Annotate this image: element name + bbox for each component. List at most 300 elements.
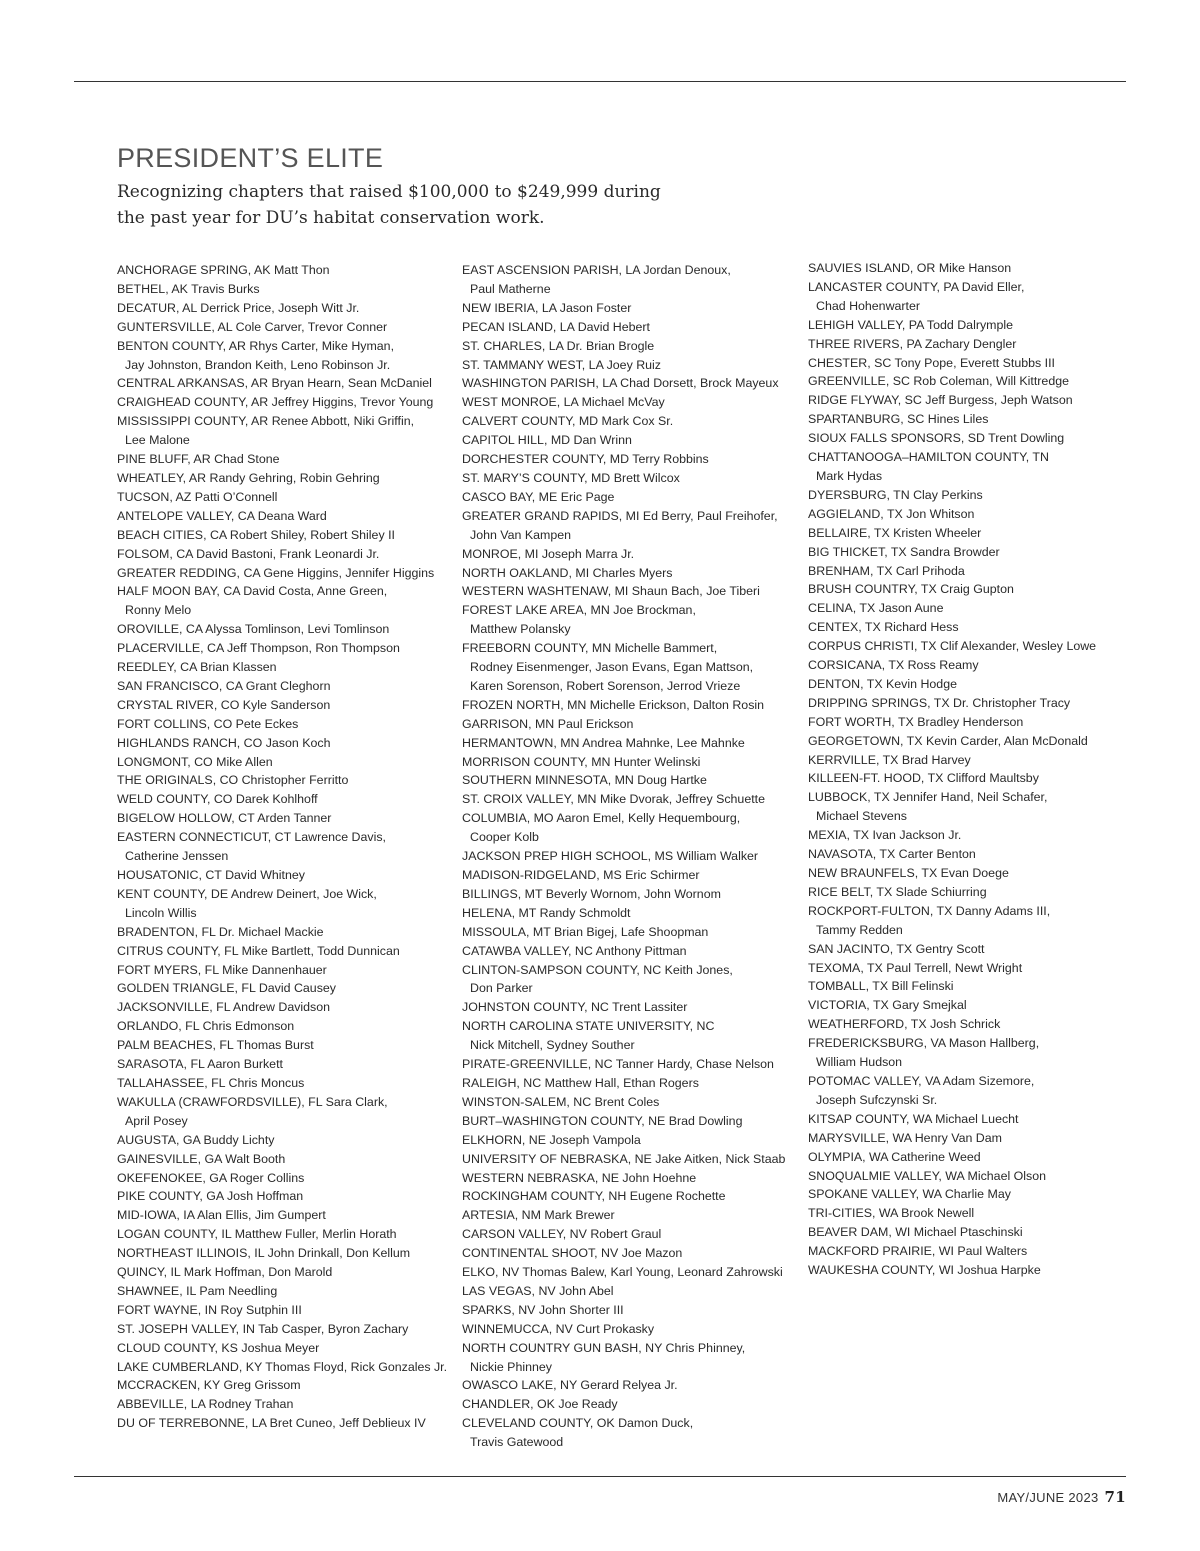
chapter-entry: [117, 545, 449, 564]
chapter-entry-text: WESTERN NEBRASKA, NE John Hoehne: [462, 1170, 697, 1185]
chapter-entry: [808, 562, 1140, 581]
chapter-entry-continuation: Chad Hohenwarter: [816, 298, 921, 313]
chapter-entry-continuation: John Van Kampen: [470, 527, 572, 542]
chapter-entry-text: OWASCO LAKE, NY Gerard Relyea Jr.: [462, 1378, 678, 1393]
subtitle-line-1: Recognizing chapters that raised $100,000 to $249,999 during: [117, 182, 661, 202]
chapter-entry-text: CHESTER, SC Tony Pope, Everett Stubbs III: [808, 355, 1056, 370]
chapter-entry: [462, 582, 794, 601]
chapter-entry: [462, 734, 794, 753]
chapter-entry-continuation: William Hudson: [816, 1055, 903, 1070]
chapter-entry: [808, 694, 1140, 713]
chapter-entry: [808, 505, 1140, 524]
chapter-entry: [117, 639, 449, 658]
chapter-entry-text: WINSTON-SALEM, NC Brent Coles: [462, 1094, 660, 1109]
chapter-entry-text: FROZEN NORTH, MN Michelle Erickson, Dalton Rosin: [462, 697, 765, 712]
chapter-entry-text: MEXIA, TX Ivan Jackson Jr.: [808, 828, 962, 843]
chapter-entry-text: CLINTON-SAMPSON COUNTY, NC Keith Jones,: [462, 962, 733, 977]
chapter-entry-text: CAPITOL HILL, MD Dan Wrinn: [462, 433, 632, 448]
chapter-entry: [462, 715, 794, 734]
chapter-entry-text: THE ORIGINALS, CO Christopher Ferritto: [117, 773, 349, 788]
chapter-entry: [462, 923, 794, 942]
chapter-entry-text: ARTESIA, NM Mark Brewer: [462, 1208, 615, 1223]
chapter-entry-text: QUINCY, IL Mark Hoffman, Don Marold: [117, 1265, 333, 1280]
chapter-entry: [462, 450, 794, 469]
chapter-entry-text: BRUSH COUNTRY, TX Craig Gupton: [808, 582, 1014, 597]
chapter-entry: [117, 923, 449, 942]
chapter-entry: [462, 866, 794, 885]
bottom-rule: [74, 1476, 1126, 1477]
chapter-entry-text: CORPUS CHRISTI, TX Clif Alexander, Wesley Lowe: [808, 639, 1097, 654]
chapter-entry-text: ELKHORN, NE Joseph Vampola: [462, 1132, 641, 1147]
chapter-entry-text: BRENHAM, TX Carl Prihoda: [808, 563, 965, 578]
section-title: PRESIDENT’S ELITE: [117, 143, 384, 173]
chapter-entry: [808, 1204, 1140, 1223]
chapter-entry: [808, 372, 1140, 391]
chapter-entry: [117, 488, 449, 507]
chapter-entry-text: CHANDLER, OK Joe Ready: [462, 1397, 618, 1412]
chapter-entry-text: FOREST LAKE AREA, MN Joe Brockman,: [462, 603, 696, 618]
chapter-entry-continuation: Tammy Redden: [816, 922, 903, 937]
chapter-entry: [117, 1206, 449, 1225]
chapter-entry: [808, 788, 1140, 826]
chapter-entry-text: GREATER GRAND RAPIDS, MI Ed Berry, Paul Freihofer,: [462, 508, 778, 523]
chapter-entry-text: NEW IBERIA, LA Jason Foster: [462, 300, 632, 315]
chapter-list-column-2: [462, 261, 794, 1452]
chapter-entry: [808, 1261, 1140, 1280]
chapter-entry-text: RICE BELT, TX Slade Schiurring: [808, 884, 987, 899]
chapter-entry: [462, 1074, 794, 1093]
chapter-entry-text: UNIVERSITY OF NEBRASKA, NE Jake Aitken, Nick Staab: [462, 1151, 786, 1166]
chapter-entry: [808, 864, 1140, 883]
chapter-entry: [117, 1036, 449, 1055]
chapter-entry: [462, 356, 794, 375]
chapter-entry-continuation: Jay Johnston, Brandon Keith, Leno Robinson Jr.: [125, 357, 391, 372]
chapter-entry: [808, 524, 1140, 543]
chapter-entry-text: REEDLEY, CA Brian Klassen: [117, 660, 277, 675]
chapter-entry-text: PECAN ISLAND, LA David Hebert: [462, 319, 651, 334]
chapter-entry-text: ELKO, NV Thomas Balew, Karl Young, Leonard Zahrowski: [462, 1265, 783, 1280]
chapter-entry-text: FOLSOM, CA David Bastoni, Frank Leonardi Jr.: [117, 546, 380, 561]
chapter-entry-text: CONTINENTAL SHOOT, NV Joe Mazon: [462, 1246, 683, 1261]
chapter-entry-text: GREENVILLE, SC Rob Coleman, Will Kittredge: [808, 374, 1069, 389]
chapter-entry-continuation: Travis Gatewood: [470, 1435, 564, 1450]
chapter-entry-text: OROVILLE, CA Alyssa Tomlinson, Levi Tomlinson: [117, 622, 390, 637]
chapter-entry: [462, 1131, 794, 1150]
chapter-entry-continuation: Lee Malone: [125, 433, 190, 448]
chapter-entry: [117, 734, 449, 753]
chapter-entry: [808, 429, 1140, 448]
chapter-entry-continuation: Karen Sorenson, Robert Sorenson, Jerrod Vrieze: [470, 678, 741, 693]
chapter-entry: [462, 1263, 794, 1282]
chapter-entry-text: FREEBORN COUNTY, MN Michelle Bammert,: [462, 641, 718, 656]
chapter-entry: [808, 996, 1140, 1015]
chapter-entry-text: GREATER REDDING, CA Gene Higgins, Jennifer Higgins: [117, 565, 435, 580]
chapter-entry: [462, 904, 794, 923]
chapter-entry-text: JOHNSTON COUNTY, NC Trent Lassiter: [462, 1000, 688, 1015]
chapter-entry: [808, 732, 1140, 751]
chapter-entry: [808, 1167, 1140, 1186]
chapter-entry: [808, 713, 1140, 732]
chapter-entry: [117, 753, 449, 772]
chapter-entry-text: FORT WORTH, TX Bradley Henderson: [808, 714, 1024, 729]
chapter-entry-text: HIGHLANDS RANCH, CO Jason Koch: [117, 735, 331, 750]
chapter-entry: [808, 618, 1140, 637]
chapter-entry-text: ROCKPORT-FULTON, TX Danny Adams III,: [808, 903, 1051, 918]
chapter-entry: [808, 637, 1140, 656]
chapter-entry-text: LUBBOCK, TX Jennifer Hand, Neil Schafer,: [808, 790, 1048, 805]
chapter-entry-text: SPOKANE VALLEY, WA Charlie May: [808, 1187, 1011, 1202]
chapter-entry-text: VICTORIA, TX Gary Smejkal: [808, 998, 967, 1013]
chapter-entry: [117, 658, 449, 677]
chapter-entry-text: MADISON-RIDGELAND, MS Eric Schirmer: [462, 868, 700, 882]
top-rule: [74, 81, 1126, 82]
chapter-entry-continuation: Joseph Sufczynski Sr.: [816, 1092, 938, 1107]
chapter-entry: [117, 1169, 449, 1188]
chapter-entry-text: SAN FRANCISCO, CA Grant Cleghorn: [117, 678, 331, 693]
chapter-entry-text: GARRISON, MN Paul Erickson: [462, 716, 634, 731]
chapter-entry-text: CLEVELAND COUNTY, OK Damon Duck,: [462, 1416, 694, 1431]
chapter-entry-text: ABBEVILLE, LA Rodney Trahan: [117, 1397, 294, 1412]
chapter-entry-text: BETHEL, AK Travis Burks: [117, 281, 260, 296]
chapter-entry: [462, 639, 794, 696]
chapter-entry: [808, 883, 1140, 902]
chapter-entry: [117, 809, 449, 828]
chapter-entry: [462, 1244, 794, 1263]
chapter-entry-text: SPARKS, NV John Shorter III: [462, 1302, 624, 1317]
chapter-entry: [808, 278, 1140, 316]
chapter-entry-text: PALM BEACHES, FL Thomas Burst: [117, 1038, 314, 1053]
chapter-entry-text: NEW BRAUNFELS, TX Evan Doege: [808, 866, 1009, 880]
chapter-entry: [117, 790, 449, 809]
chapter-entry-continuation: Don Parker: [470, 981, 533, 996]
chapter-entry-text: BENTON COUNTY, AR Rhys Carter, Mike Hyman,: [117, 338, 395, 353]
chapter-entry-continuation: Paul Matherne: [470, 281, 551, 296]
chapter-entry-text: KILLEEN-FT. HOOD, TX Clifford Maultsby: [808, 771, 1039, 786]
chapter-entry: [462, 1187, 794, 1206]
chapter-entry-text: ST. CROIX VALLEY, MN Mike Dvorak, Jeffrey Schuette: [462, 792, 765, 807]
chapter-entry: [808, 826, 1140, 845]
chapter-entry: [808, 902, 1140, 940]
chapter-entry: [462, 1282, 794, 1301]
chapter-entry: [117, 771, 449, 790]
chapter-entry-text: PIRATE-GREENVILLE, NC Tanner Hardy, Chase Nelson: [462, 1057, 774, 1072]
chapter-entry-text: BEAVER DAM, WI Michael Ptaschinski: [808, 1225, 1023, 1240]
chapter-entry: [462, 1339, 794, 1377]
chapter-entry: [117, 1131, 449, 1150]
chapter-entry: [117, 1414, 449, 1433]
chapter-entry-text: SARASOTA, FL Aaron Burkett: [117, 1057, 283, 1072]
chapter-entry: [462, 1055, 794, 1074]
chapter-entry: [117, 1187, 449, 1206]
chapter-entry-text: HERMANTOWN, MN Andrea Mahnke, Lee Mahnke: [462, 735, 745, 750]
chapter-entry: [808, 391, 1140, 410]
chapter-entry-text: WAUKESHA COUNTY, WI Joshua Harpke: [808, 1263, 1041, 1278]
chapter-entry: [117, 1320, 449, 1339]
chapter-entry-text: MARYSVILLE, WA Henry Van Dam: [808, 1130, 1002, 1145]
chapter-entry: [808, 751, 1140, 770]
chapter-entry: [462, 261, 794, 299]
chapter-entry-text: ST. TAMMANY WEST, LA Joey Ruiz: [462, 357, 661, 372]
chapter-entry-text: SAN JACINTO, TX Gentry Scott: [808, 941, 985, 956]
chapter-entry-text: GAINESVILLE, GA Walt Booth: [117, 1151, 286, 1166]
chapter-entry-text: CRAIGHEAD COUNTY, AR Jeffrey Higgins, Trevor Young: [117, 395, 434, 410]
chapter-entry-text: LEHIGH VALLEY, PA Todd Dalrymple: [808, 317, 1014, 332]
chapter-entry-continuation: Lincoln Willis: [125, 905, 197, 920]
chapter-entry-text: WEST MONROE, LA Michael McVay: [462, 395, 665, 410]
chapter-entry-text: SNOQUALMIE VALLEY, WA Michael Olson: [808, 1168, 1047, 1183]
chapter-entry: [808, 335, 1140, 354]
chapter-entry: [117, 1074, 449, 1093]
chapter-entry-text: ST. CHARLES, LA Dr. Brian Brogle: [462, 338, 655, 353]
chapter-entry-text: ANCHORAGE SPRING, AK Matt Thon: [117, 263, 330, 277]
chapter-entry-text: EAST ASCENSION PARISH, LA Jordan Denoux,: [462, 263, 731, 277]
chapter-entry-text: MACKFORD PRAIRIE, WI Paul Walters: [808, 1244, 1028, 1259]
chapter-entry-text: EASTERN CONNECTICUT, CT Lawrence Davis,: [117, 830, 386, 845]
chapter-entry-text: PINE BLUFF, AR Chad Stone: [117, 452, 280, 467]
chapter-entry-text: AUGUSTA, GA Buddy Lichty: [117, 1132, 275, 1147]
chapter-entry-text: ST. MARY’S COUNTY, MD Brett Wilcox: [462, 470, 680, 485]
chapter-entry: [117, 1055, 449, 1074]
chapter-entry-text: CASCO BAY, ME Eric Page: [462, 489, 615, 504]
chapter-entry: [462, 1376, 794, 1395]
chapter-entry: [462, 1112, 794, 1131]
chapter-entry: [808, 656, 1140, 675]
chapter-entry-text: AGGIELAND, TX Jon Whitson: [808, 506, 975, 521]
chapter-entry: [462, 942, 794, 961]
chapter-entry-text: LAKE CUMBERLAND, KY Thomas Floyd, Rick Gonzales Jr.: [117, 1359, 448, 1374]
chapter-entry-text: BRADENTON, FL Dr. Michael Mackie: [117, 924, 324, 939]
chapter-entry-text: LAS VEGAS, NV John Abel: [462, 1283, 614, 1298]
chapter-entry: [117, 961, 449, 980]
chapter-entry-text: BIGELOW HOLLOW, CT Arden Tanner: [117, 811, 332, 826]
chapter-entry: [462, 1093, 794, 1112]
chapter-entry-text: CATAWBA VALLEY, NC Anthony Pittman: [462, 943, 687, 958]
chapter-entry-text: BELLAIRE, TX Kristen Wheeler: [808, 525, 982, 540]
chapter-entry: [808, 1110, 1140, 1129]
chapter-entry: [462, 1225, 794, 1244]
chapter-list-column-3: [808, 259, 1140, 1280]
chapter-entry-text: WELD COUNTY, CO Darek Kohlhoff: [117, 792, 318, 807]
chapter-entry: [117, 280, 449, 299]
chapter-entry-continuation: Mark Hydas: [816, 468, 883, 483]
chapter-entry: [462, 318, 794, 337]
chapter-entry: [462, 337, 794, 356]
chapter-entry: [117, 337, 449, 375]
chapter-entry: [462, 998, 794, 1017]
chapter-entry: [808, 448, 1140, 486]
chapter-entry-text: FORT WAYNE, IN Roy Sutphin III: [117, 1302, 302, 1317]
chapter-entry-text: POTOMAC VALLEY, VA Adam Sizemore,: [808, 1073, 1035, 1088]
chapter-entry: [808, 940, 1140, 959]
chapter-entry: [462, 1206, 794, 1225]
chapter-entry: [462, 1301, 794, 1320]
chapter-entry-text: KENT COUNTY, DE Andrew Deinert, Joe Wick,: [117, 886, 377, 901]
chapter-entry-text: DECATUR, AL Derrick Price, Joseph Witt Jr.: [117, 300, 360, 315]
chapter-entry: [808, 410, 1140, 429]
chapter-entry-text: WEATHERFORD, TX Josh Schrick: [808, 1017, 1001, 1032]
chapter-entry-continuation: Ronny Melo: [125, 603, 192, 618]
chapter-entry: [808, 1242, 1140, 1261]
chapter-entry: [117, 866, 449, 885]
chapter-entry-text: NAVASOTA, TX Carter Benton: [808, 847, 976, 862]
chapter-entry: [117, 696, 449, 715]
chapter-entry: [117, 1339, 449, 1358]
chapter-entry-continuation: Rodney Eisenmenger, Jason Evans, Egan Mattson,: [470, 660, 754, 675]
chapter-entry-continuation: Matthew Polansky: [470, 622, 571, 637]
chapter-entry-text: MISSISSIPPI COUNTY, AR Renee Abbott, Niki Griffin,: [117, 414, 415, 429]
chapter-entry: [808, 599, 1140, 618]
chapter-entry-text: SPARTANBURG, SC Hines Liles: [808, 412, 989, 427]
chapter-entry-text: MCCRACKEN, KY Greg Grissom: [117, 1378, 301, 1393]
chapter-entry-text: MONROE, MI Joseph Marra Jr.: [462, 546, 635, 561]
chapter-entry: [462, 1395, 794, 1414]
chapter-entry: [462, 790, 794, 809]
chapter-entry-text: TOMBALL, TX Bill Felinski: [808, 979, 954, 994]
chapter-entry-text: BURT–WASHINGTON COUNTY, NE Brad Dowling: [462, 1113, 743, 1128]
chapter-entry: [117, 1093, 449, 1131]
chapter-entry-text: SIOUX FALLS SPONSORS, SD Trent Dowling: [808, 431, 1065, 446]
chapter-entry-text: CARSON VALLEY, NV Robert Graul: [462, 1227, 662, 1242]
chapter-entry-continuation: Nick Mitchell, Sydney Souther: [470, 1038, 635, 1053]
chapter-entry: [462, 393, 794, 412]
chapter-entry: [462, 1169, 794, 1188]
chapter-entry-text: TEXOMA, TX Paul Terrell, Newt Wright: [808, 960, 1023, 975]
chapter-entry-text: RALEIGH, NC Matthew Hall, Ethan Rogers: [462, 1075, 699, 1090]
chapter-entry-text: JACKSONVILLE, FL Andrew Davidson: [117, 1000, 331, 1015]
chapter-entry: [808, 769, 1140, 788]
chapter-entry-text: CENTRAL ARKANSAS, AR Bryan Hearn, Sean McDaniel: [117, 376, 432, 391]
chapter-entry: [462, 1017, 794, 1055]
chapter-entry: [117, 1282, 449, 1301]
chapter-entry-text: GEORGETOWN, TX Kevin Carder, Alan McDonald: [808, 733, 1088, 748]
chapter-entry-text: HALF MOON BAY, CA David Costa, Anne Green,: [117, 584, 388, 599]
chapter-entry: [462, 696, 794, 715]
chapter-entry-text: ST. JOSEPH VALLEY, IN Tab Casper, Byron Zachary: [117, 1321, 409, 1336]
chapter-entry-text: HOUSATONIC, CT David Whitney: [117, 868, 305, 882]
chapter-entry-text: DU OF TERREBONNE, LA Bret Cuneo, Jeff Deblieux IV: [117, 1416, 426, 1431]
chapter-entry-text: PLACERVILLE, CA Jeff Thompson, Ron Thompson: [117, 641, 400, 656]
chapter-entry-text: SOUTHERN MINNESOTA, MN Doug Hartke: [462, 773, 707, 788]
chapter-entry-text: TALLAHASSEE, FL Chris Moncus: [117, 1075, 305, 1090]
chapter-entry-text: FORT MYERS, FL Mike Dannenhauer: [117, 962, 327, 977]
chapter-entry: [117, 1017, 449, 1036]
chapter-entry: [462, 564, 794, 583]
chapter-entry: [808, 1072, 1140, 1110]
chapter-entry-text: CELINA, TX Jason Aune: [808, 601, 944, 616]
chapter-entry: [117, 1395, 449, 1414]
chapter-entry: [117, 677, 449, 696]
chapter-entry-text: GOLDEN TRIANGLE, FL David Causey: [117, 981, 336, 996]
chapter-entry-text: BILLINGS, MT Beverly Wornom, John Wornom: [462, 886, 721, 901]
chapter-entry: [117, 261, 449, 280]
chapter-entry: [462, 1320, 794, 1339]
chapter-entry: [117, 450, 449, 469]
chapter-entry-text: ORLANDO, FL Chris Edmonson: [117, 1019, 295, 1034]
chapter-entry: [462, 1414, 794, 1452]
chapter-entry-text: OKEFENOKEE, GA Roger Collins: [117, 1170, 305, 1185]
chapter-entry-continuation: Michael Stevens: [816, 809, 907, 824]
chapter-entry-continuation: Catherine Jenssen: [125, 849, 229, 864]
chapter-entry-text: CORSICANA, TX Ross Reamy: [808, 658, 979, 673]
chapter-entry: [808, 1223, 1140, 1242]
chapter-entry: [462, 753, 794, 772]
chapter-entry-text: JACKSON PREP HIGH SCHOOL, MS William Walker: [462, 849, 759, 864]
chapter-entry: [808, 1015, 1140, 1034]
chapter-entry-text: KITSAP COUNTY, WA Michael Luecht: [808, 1111, 1019, 1126]
chapter-entry-text: COLUMBIA, MO Aaron Emel, Kelly Hequembourg,: [462, 811, 741, 826]
chapter-entry: [808, 845, 1140, 864]
chapter-entry-text: CLOUD COUNTY, KS Joshua Meyer: [117, 1340, 320, 1355]
chapter-entry-text: SAUVIES ISLAND, OR Mike Hanson: [808, 261, 1012, 275]
chapter-entry: [117, 318, 449, 337]
chapter-entry-text: WHEATLEY, AR Randy Gehring, Robin Gehring: [117, 470, 380, 485]
chapter-entry-text: DORCHESTER COUNTY, MD Terry Robbins: [462, 452, 709, 467]
chapter-entry-text: WESTERN WASHTENAW, MI Shaun Bach, Joe Tiberi: [462, 584, 760, 599]
chapter-entry-text: TRI-CITIES, WA Brook Newell: [808, 1206, 975, 1221]
chapter-entry: [117, 998, 449, 1017]
chapter-entry-text: SHAWNEE, IL Pam Needling: [117, 1283, 278, 1298]
chapter-entry: [117, 979, 449, 998]
chapter-entry-text: MISSOULA, MT Brian Bigej, Lafe Shoopman: [462, 924, 709, 939]
chapter-entry: [117, 564, 449, 583]
chapter-entry: [117, 393, 449, 412]
chapter-entry-text: ANTELOPE VALLEY, CA Deana Ward: [117, 508, 327, 523]
chapter-entry: [117, 1263, 449, 1282]
chapter-entry-text: DYERSBURG, TN Clay Perkins: [808, 487, 983, 502]
chapter-entry-text: WAKULLA (CRAWFORDSVILLE), FL Sara Clark,: [117, 1094, 388, 1109]
chapter-entry: [117, 885, 449, 923]
chapter-entry: [462, 374, 794, 393]
chapter-entry-text: FORT COLLINS, CO Pete Eckes: [117, 716, 299, 731]
chapter-entry: [462, 488, 794, 507]
chapter-entry-text: KERRVILLE, TX Brad Harvey: [808, 752, 971, 767]
chapter-entry: [117, 374, 449, 393]
chapter-entry: [117, 715, 449, 734]
chapter-entry: [462, 601, 794, 639]
chapter-entry-text: ROCKINGHAM COUNTY, NH Eugene Rochette: [462, 1189, 726, 1204]
chapter-entry-text: MID-IOWA, IA Alan Ellis, Jim Gumpert: [117, 1208, 326, 1223]
chapter-entry-text: NORTHEAST ILLINOIS, IL John Drinkall, Don Kellum: [117, 1246, 411, 1261]
chapter-entry-text: LONGMONT, CO Mike Allen: [117, 754, 273, 769]
chapter-entry-continuation: April Posey: [125, 1113, 188, 1128]
chapter-entry-text: MORRISON COUNTY, MN Hunter Welinski: [462, 754, 701, 769]
chapter-entry-text: LANCASTER COUNTY, PA David Eller,: [808, 279, 1025, 294]
chapter-entry-text: THREE RIVERS, PA Zachary Dengler: [808, 336, 1017, 351]
chapter-entry: [117, 1358, 449, 1377]
chapter-entry: [808, 1185, 1140, 1204]
chapter-entry: [462, 1150, 794, 1169]
chapter-entry-text: DRIPPING SPRINGS, TX Dr. Christopher Tracy: [808, 695, 1071, 710]
chapter-entry-text: NORTH CAROLINA STATE UNIVERSITY, NC: [462, 1019, 715, 1034]
chapter-entry: [808, 675, 1140, 694]
chapter-entry: [117, 828, 449, 866]
chapter-entry: [117, 507, 449, 526]
chapter-entry-text: RIDGE FLYWAY, SC Jeff Burgess, Jeph Watson: [808, 393, 1073, 408]
page-footer: [997, 1488, 1126, 1506]
chapter-entry: [117, 1244, 449, 1263]
chapter-entry: [462, 412, 794, 431]
chapter-entry-text: OLYMPIA, WA Catherine Weed: [808, 1149, 981, 1164]
chapter-entry-text: CENTEX, TX Richard Hess: [808, 620, 959, 635]
chapter-entry-text: NORTH OAKLAND, MI Charles Myers: [462, 565, 673, 580]
chapter-entry: [808, 1129, 1140, 1148]
chapter-entry: [462, 885, 794, 904]
chapter-entry: [117, 1301, 449, 1320]
chapter-entry: [462, 771, 794, 790]
chapter-entry: [462, 469, 794, 488]
chapter-entry-text: GUNTERSVILLE, AL Cole Carver, Trevor Conner: [117, 319, 388, 334]
chapter-entry: [462, 809, 794, 847]
